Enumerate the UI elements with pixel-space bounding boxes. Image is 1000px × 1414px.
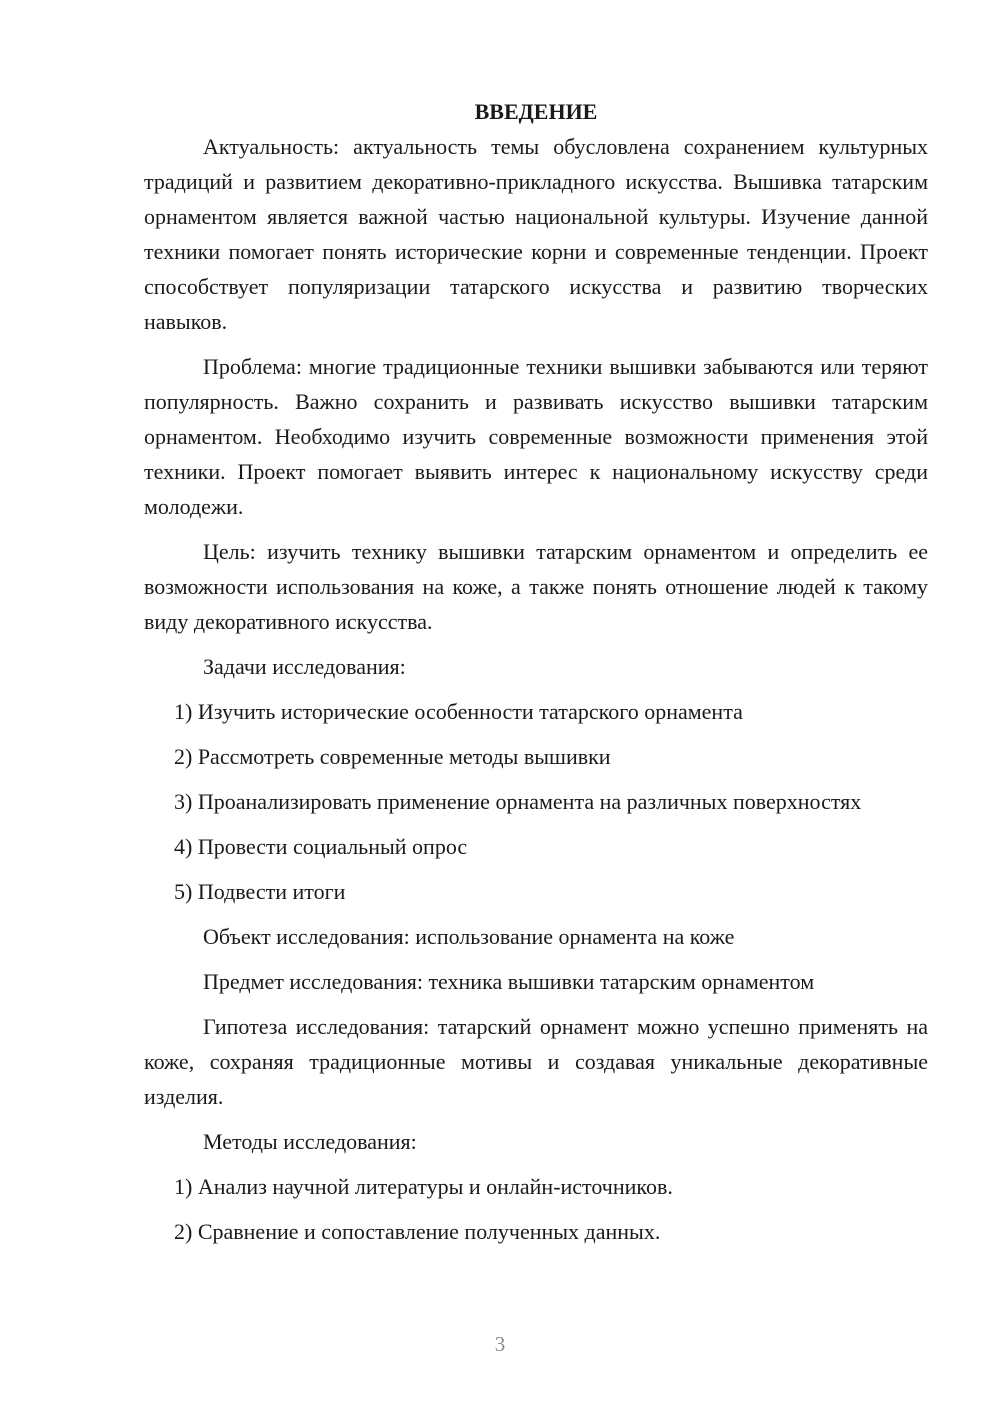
problem-paragraph: Проблема: многие традиционные техники вышивки забываются или теряют популярность. Важно сохранить и развивать искусство вышивки татарским орнаментом. Необходимо изучить современные возможности применения этой техники. Проект помогает выявить интерес к национальному искусству среди молодежи. <box>144 354 928 519</box>
research-object: Объект исследования: использование орнамента на коже <box>203 924 735 949</box>
page-number: 3 <box>494 1332 506 1356</box>
relevance-paragraph: Актуальность: актуальность темы обусловлена сохранением культурных традиций и развитием декоративно-прикладного искусства. Вышивка татарским орнаментом является важной частью национальной культуры. Изучение данной техники помогает понять исторические корни и современные тенденции. Проект способствует популяризации татарского искусства и развитию творческих навыков. <box>144 134 928 334</box>
method-item: 1) Анализ научной литературы и онлайн-источников. <box>174 1174 673 1199</box>
page-title: ВВЕДЕНИЕ <box>474 99 598 124</box>
tasks-heading: Задачи исследования: <box>203 654 406 679</box>
research-subject: Предмет исследования: техника вышивки татарским орнаментом <box>203 969 815 994</box>
methods-heading: Методы исследования: <box>203 1129 417 1154</box>
task-item: 3) Проанализировать применение орнамента на различных поверхностях <box>174 789 862 814</box>
task-item: 2) Рассмотреть современные методы вышивки <box>174 744 611 769</box>
hypothesis-paragraph: Гипотеза исследования: татарский орнамент можно успешно применять на коже, сохраняя традиционные мотивы и создавая уникальные декоративные изделия. <box>144 1014 928 1109</box>
task-item: 4) Провести социальный опрос <box>174 834 468 859</box>
task-item: 5) Подвести итоги <box>174 879 346 904</box>
page-content <box>144 94 928 1259</box>
task-item: 1) Изучить исторические особенности татарского орнамента <box>174 699 743 724</box>
goal-paragraph: Цель: изучить технику вышивки татарским орнаментом и определить ее возможности использования на коже, а также понять отношение людей к такому виду декоративного искусства. <box>144 539 928 634</box>
method-item: 2) Сравнение и сопоставление полученных данных. <box>174 1219 661 1244</box>
